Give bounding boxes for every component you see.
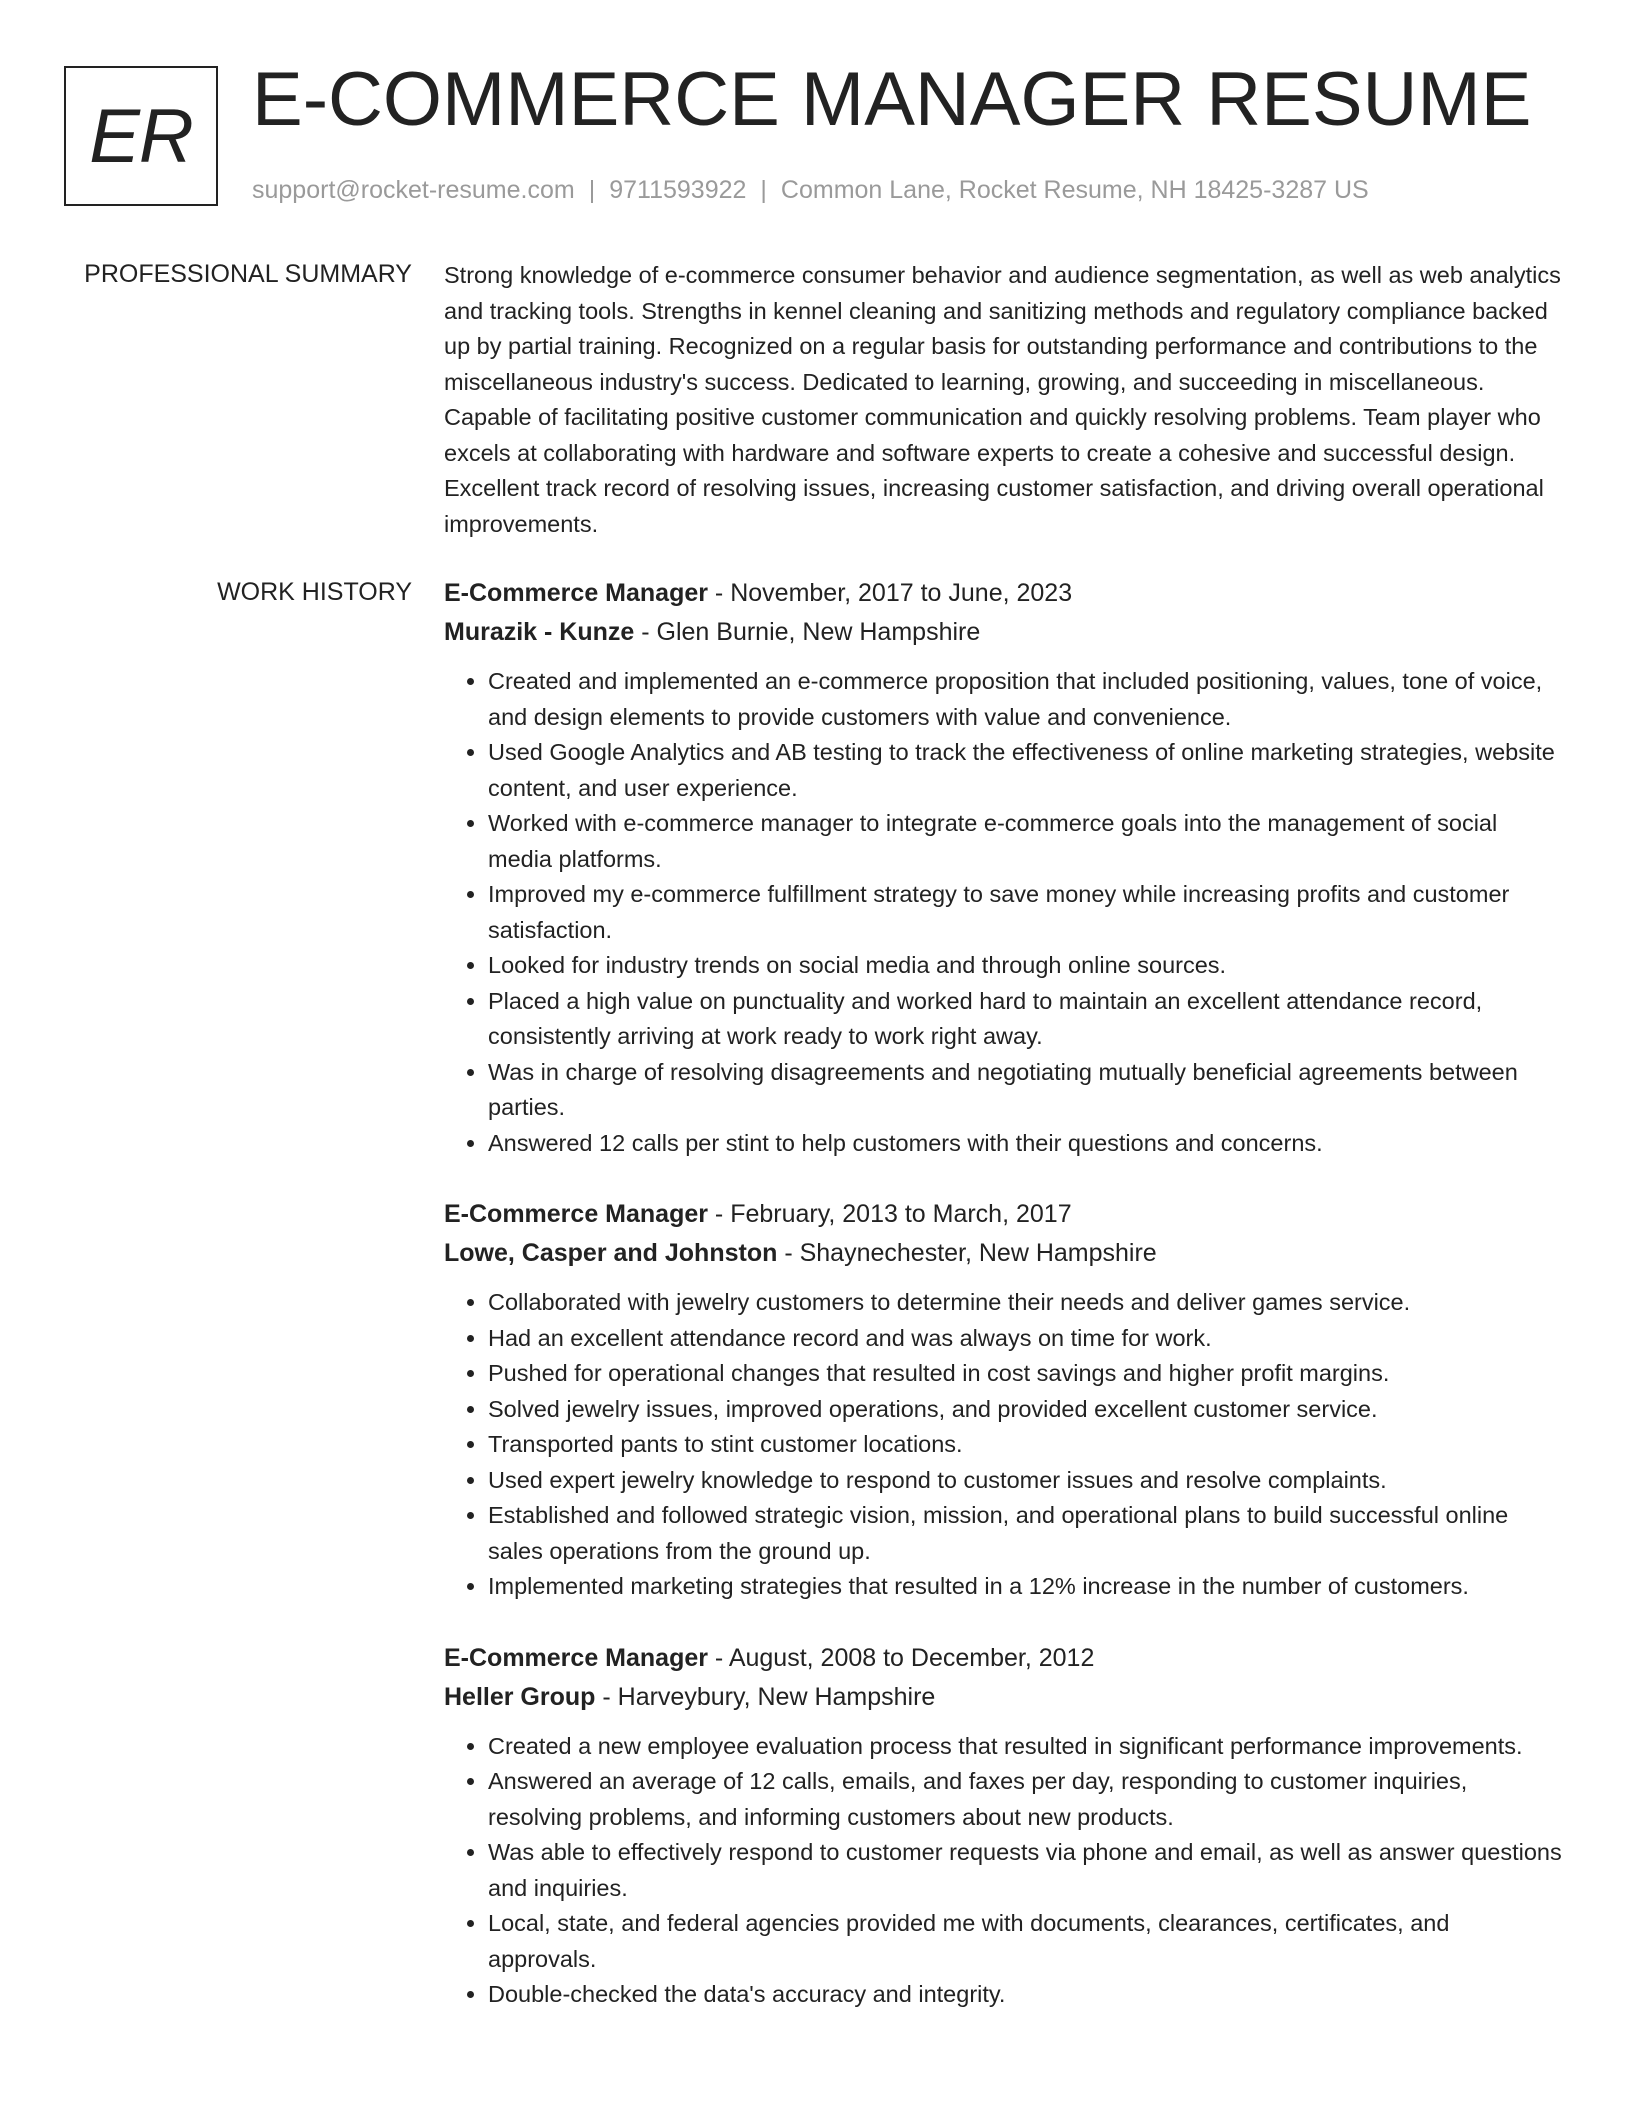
contact-email: support@rocket-resume.com [252, 176, 575, 204]
job-bullet: • Improved my e-commerce fulfillment strategy to save money while increasing profits and customer satisfaction. [488, 877, 1564, 948]
job-bullet-list [444, 1285, 1564, 1605]
job-bullet: • Transported pants to stint customer locations. [488, 1427, 1564, 1463]
job-bullet-list [444, 1729, 1564, 2013]
job-bullet: • Double-checked the data's accuracy and integrity. [488, 1977, 1564, 2013]
job-bullet: • Created and implemented an e-commerce proposition that included positioning, values, tone of voice, and design elements to provide customers with value and convenience. [488, 664, 1564, 735]
job-title: E-Commerce Manager [444, 1643, 708, 1672]
job-entry [444, 1639, 1564, 2013]
summary-section-body [444, 258, 1564, 542]
job-bullet: • Answered an average of 12 calls, emails, and faxes per day, responding to customer inquiries, resolving problems, and informing customers about new products. [488, 1764, 1564, 1835]
job-company-line [444, 1678, 1564, 1717]
job-bullet: • Used expert jewelry knowledge to respond to customer issues and resolve complaints. [488, 1463, 1564, 1499]
contact-separator: | [588, 176, 596, 204]
job-title-line [444, 1195, 1564, 1234]
job-title: E-Commerce Manager [444, 1200, 708, 1228]
job-bullet: • Looked for industry trends on social media and through online sources. [488, 948, 1564, 984]
job-bullet: • Established and followed strategic vision, mission, and operational plans to build successful online sales operations from the ground up. [488, 1498, 1564, 1569]
summary-text: Strong knowledge of e-commerce consumer behavior and audience segmentation, as well as web analytics and tracking tools. Strengths in kennel cleaning and sanitizing methods and regulatory compliance backed up by partial training. Recognized on a regular basis for outstanding performance and contributions to the miscellaneous industry's success. Dedicated to learning, growing, and succeeding in miscellaneous. Capable of facilitating positive customer communication and quickly resolving problems. Team player who excels at collaborating with hardware and software experts to create a cohesive and successful design. Excellent track record of resolving issues, increasing customer satisfaction, and driving overall operational improvements. [444, 262, 1561, 537]
contact-line [252, 172, 1369, 208]
summary-section-label: PROFESSIONAL SUMMARY [84, 260, 412, 288]
resume-title: E-COMMERCE MANAGER RESUME [252, 57, 1532, 142]
job-bullet: • Placed a high value on punctuality and worked hard to maintain an excellent attendance record, consistently arriving at work ready to work right away. [488, 984, 1564, 1055]
job-company-line [444, 1234, 1564, 1273]
job-entry [444, 574, 1564, 1161]
job-bullet: • Was in charge of resolving disagreements and negotiating mutually beneficial agreements between parties. [488, 1055, 1564, 1126]
job-bullet: • Created a new employee evaluation process that resulted in significant performance improvements. [488, 1729, 1564, 1765]
job-entry [444, 1195, 1564, 1605]
job-location: - Shaynechester, New Hampshire [777, 1239, 1157, 1267]
job-bullet-list [444, 664, 1564, 1161]
job-location: - Harveybury, New Hampshire [595, 1682, 936, 1711]
job-dates: - November, 2017 to June, 2023 [707, 579, 1073, 607]
job-location: - Glen Burnie, New Hampshire [634, 618, 981, 646]
work-history-section-label: WORK HISTORY [217, 578, 412, 606]
job-title-line [444, 574, 1564, 613]
job-bullet: • Worked with e-commerce manager to integrate e-commerce goals into the management of social media platforms. [488, 806, 1564, 877]
contact-phone: 9711593922 [609, 176, 747, 204]
job-bullet: • Answered 12 calls per stint to help customers with their questions and concerns. [488, 1126, 1564, 1162]
contact-separator: | [760, 176, 767, 204]
job-bullet: • Solved jewelry issues, improved operations, and provided excellent customer service. [488, 1392, 1564, 1428]
job-company: Heller Group [444, 1682, 596, 1711]
job-bullet: • Collaborated with jewelry customers to determine their needs and deliver games service. [488, 1285, 1564, 1321]
job-bullet: • Implemented marketing strategies that resulted in a 12% increase in the number of customers. [488, 1569, 1564, 1605]
job-dates: - February, 2013 to March, 2017 [707, 1200, 1072, 1228]
work-history-section-body [444, 574, 1564, 2047]
job-company: Murazik - Kunze [444, 618, 635, 646]
job-title: E-Commerce Manager [444, 579, 708, 607]
job-company-line [444, 613, 1564, 652]
job-bullet: • Had an excellent attendance record and was always on time for work. [488, 1321, 1564, 1357]
job-bullet: • Was able to effectively respond to customer requests via phone and email, as well as answer questions and inquiries. [488, 1835, 1564, 1906]
contact-address: Common Lane, Rocket Resume, NH 18425-3287 US [780, 176, 1369, 204]
job-bullet: • Local, state, and federal agencies provided me with documents, clearances, certificates, and approvals. [488, 1906, 1564, 1977]
monogram-logo: ER [64, 66, 218, 206]
job-bullet: • Used Google Analytics and AB testing to track the effectiveness of online marketing strategies, website content, and user experience. [488, 735, 1564, 806]
job-dates: - August, 2008 to December, 2012 [707, 1643, 1095, 1672]
job-company: Lowe, Casper and Johnston [444, 1239, 778, 1267]
job-title-line [444, 1639, 1564, 1678]
job-bullet: • Pushed for operational changes that resulted in cost savings and higher profit margins. [488, 1356, 1564, 1392]
